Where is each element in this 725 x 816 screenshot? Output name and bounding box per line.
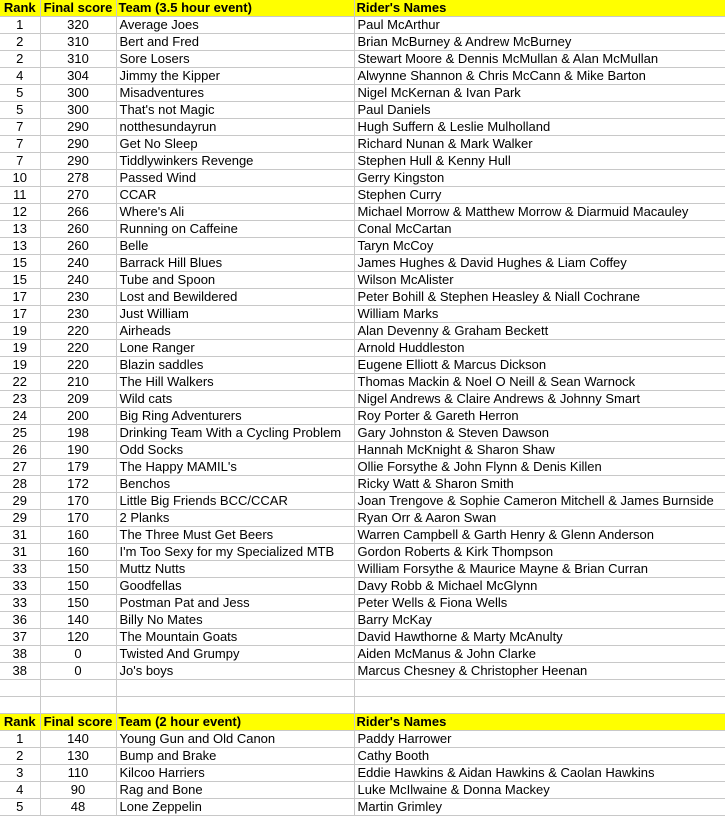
riders-cell[interactable]: Nigel McKernan & Ivan Park (354, 85, 725, 102)
score-cell[interactable]: 0 (40, 646, 116, 663)
score-cell[interactable]: 304 (40, 68, 116, 85)
rank-cell[interactable]: 10 (0, 170, 40, 187)
score-cell[interactable]: 209 (40, 391, 116, 408)
team-cell[interactable]: Big Ring Adventurers (116, 408, 354, 425)
score-cell[interactable]: 172 (40, 476, 116, 493)
table-row (0, 85, 725, 102)
rank-cell[interactable]: 7 (0, 153, 40, 170)
table-row (0, 595, 725, 612)
table-row (0, 34, 725, 51)
rank-cell[interactable]: 5 (0, 85, 40, 102)
riders-cell[interactable]: Gordon Roberts & Kirk Thompson (354, 544, 725, 561)
rank-cell[interactable]: 33 (0, 561, 40, 578)
empty-cell[interactable] (0, 697, 40, 714)
table-row (0, 136, 725, 153)
table-row (0, 663, 725, 680)
team-cell[interactable]: Tube and Spoon (116, 272, 354, 289)
riders-cell[interactable]: Brian McBurney & Andrew McBurney (354, 34, 725, 51)
score-cell[interactable]: 260 (40, 238, 116, 255)
score-cell[interactable]: 310 (40, 51, 116, 68)
score-cell[interactable]: 290 (40, 153, 116, 170)
riders-cell[interactable]: Stephen Curry (354, 187, 725, 204)
header-row-35 (0, 0, 725, 17)
table-row (0, 629, 725, 646)
score-cell[interactable]: 290 (40, 136, 116, 153)
score-cell[interactable]: 140 (40, 731, 116, 748)
riders-cell[interactable]: Warren Campbell & Garth Henry & Glenn Anderson (354, 527, 725, 544)
blank-row (0, 680, 725, 697)
riders-cell[interactable]: Alan Devenny & Graham Beckett (354, 323, 725, 340)
rank-cell[interactable]: 17 (0, 306, 40, 323)
empty-cell[interactable] (116, 680, 354, 697)
riders-cell[interactable]: William Marks (354, 306, 725, 323)
team-cell[interactable]: Lone Zeppelin (116, 799, 354, 816)
table-row (0, 68, 725, 85)
header-team: Team (3.5 hour event) (116, 0, 354, 17)
rank-cell[interactable]: 2 (0, 748, 40, 765)
riders-cell[interactable]: Stephen Hull & Kenny Hull (354, 153, 725, 170)
riders-cell[interactable]: Aiden McManus & John Clarke (354, 646, 725, 663)
riders-cell[interactable]: Roy Porter & Gareth Herron (354, 408, 725, 425)
riders-cell[interactable]: Michael Morrow & Matthew Morrow & Diarmuid Macauley (354, 204, 725, 221)
empty-cell[interactable] (354, 697, 725, 714)
table-row (0, 204, 725, 221)
table-row (0, 646, 725, 663)
score-cell[interactable]: 320 (40, 17, 116, 34)
team-cell[interactable]: Drinking Team With a Cycling Problem (116, 425, 354, 442)
team-cell[interactable]: The Hill Walkers (116, 374, 354, 391)
riders-cell[interactable]: Nigel Andrews & Claire Andrews & Johnny Smart (354, 391, 725, 408)
team-cell[interactable]: Wild cats (116, 391, 354, 408)
score-cell[interactable]: 0 (40, 663, 116, 680)
riders-cell[interactable]: Taryn McCoy (354, 238, 725, 255)
team-cell[interactable]: Goodfellas (116, 578, 354, 595)
table-row (0, 187, 725, 204)
score-cell[interactable]: 240 (40, 272, 116, 289)
riders-cell[interactable]: Peter Wells & Fiona Wells (354, 595, 725, 612)
score-cell[interactable]: 230 (40, 289, 116, 306)
table-row (0, 748, 725, 765)
table-row (0, 255, 725, 272)
riders-cell[interactable]: Davy Robb & Michael McGlynn (354, 578, 725, 595)
rank-cell[interactable]: 33 (0, 578, 40, 595)
riders-cell[interactable]: Ollie Forsythe & John Flynn & Denis Killen (354, 459, 725, 476)
rank-cell[interactable]: 29 (0, 510, 40, 527)
score-cell[interactable]: 120 (40, 629, 116, 646)
rank-cell[interactable]: 17 (0, 289, 40, 306)
table-row (0, 476, 725, 493)
rank-cell[interactable]: 2 (0, 34, 40, 51)
riders-cell[interactable]: Hannah McKnight & Sharon Shaw (354, 442, 725, 459)
table-row (0, 408, 725, 425)
rank-cell[interactable]: 13 (0, 238, 40, 255)
empty-cell[interactable] (40, 680, 116, 697)
score-cell[interactable]: 170 (40, 493, 116, 510)
score-cell[interactable]: 260 (40, 221, 116, 238)
table-row (0, 102, 725, 119)
team-cell[interactable]: Bump and Brake (116, 748, 354, 765)
table-row (0, 612, 725, 629)
team-cell[interactable]: Jimmy the Kipper (116, 68, 354, 85)
score-cell[interactable]: 160 (40, 544, 116, 561)
riders-cell[interactable]: Luke McIlwaine & Donna Mackey (354, 782, 725, 799)
empty-cell[interactable] (354, 680, 725, 697)
team-cell[interactable]: Get No Sleep (116, 136, 354, 153)
riders-cell[interactable]: David Hawthorne & Marty McAnulty (354, 629, 725, 646)
table-row (0, 442, 725, 459)
empty-cell[interactable] (0, 680, 40, 697)
riders-cell[interactable]: Cathy Booth (354, 748, 725, 765)
rank-cell[interactable]: 1 (0, 17, 40, 34)
riders-cell[interactable]: Barry McKay (354, 612, 725, 629)
table-row (0, 578, 725, 595)
riders-cell[interactable]: Arnold Huddleston (354, 340, 725, 357)
header-riders: Rider's Names (354, 714, 725, 731)
score-cell[interactable]: 300 (40, 102, 116, 119)
table-row (0, 561, 725, 578)
header-score: Final score (40, 0, 116, 17)
team-cell[interactable]: Lost and Bewildered (116, 289, 354, 306)
team-cell[interactable]: Running on Caffeine (116, 221, 354, 238)
team-cell[interactable]: The Happy MAMIL's (116, 459, 354, 476)
rank-cell[interactable]: 19 (0, 323, 40, 340)
rank-cell[interactable]: 22 (0, 374, 40, 391)
table-row (0, 544, 725, 561)
rank-cell[interactable]: 36 (0, 612, 40, 629)
team-cell[interactable]: Muttz Nutts (116, 561, 354, 578)
score-cell[interactable]: 170 (40, 510, 116, 527)
score-cell[interactable]: 278 (40, 170, 116, 187)
team-cell[interactable]: notthesundayrun (116, 119, 354, 136)
team-cell[interactable]: Belle (116, 238, 354, 255)
table-row (0, 527, 725, 544)
rank-cell[interactable]: 38 (0, 663, 40, 680)
score-cell[interactable]: 130 (40, 748, 116, 765)
rank-cell[interactable]: 5 (0, 799, 40, 816)
table-row (0, 782, 725, 799)
score-cell[interactable]: 190 (40, 442, 116, 459)
rank-cell[interactable]: 1 (0, 731, 40, 748)
rank-cell[interactable]: 31 (0, 527, 40, 544)
table-row (0, 323, 725, 340)
table-row (0, 357, 725, 374)
rank-cell[interactable]: 37 (0, 629, 40, 646)
team-cell[interactable]: Postman Pat and Jess (116, 595, 354, 612)
rank-cell[interactable]: 4 (0, 782, 40, 799)
team-cell[interactable]: Sore Losers (116, 51, 354, 68)
team-cell[interactable]: Tiddlywinkers Revenge (116, 153, 354, 170)
rank-cell[interactable]: 26 (0, 442, 40, 459)
score-cell[interactable]: 266 (40, 204, 116, 221)
table-row (0, 238, 725, 255)
team-cell[interactable]: Jo's boys (116, 663, 354, 680)
riders-cell[interactable]: Ricky Watt & Sharon Smith (354, 476, 725, 493)
riders-cell[interactable]: Hugh Suffern & Leslie Mulholland (354, 119, 725, 136)
score-cell[interactable]: 140 (40, 612, 116, 629)
empty-cell[interactable] (40, 697, 116, 714)
riders-cell[interactable]: Gerry Kingston (354, 170, 725, 187)
score-cell[interactable]: 198 (40, 425, 116, 442)
header-riders: Rider's Names (354, 0, 725, 17)
table-row (0, 153, 725, 170)
team-cell[interactable]: Rag and Bone (116, 782, 354, 799)
riders-cell[interactable]: Joan Trengove & Sophie Cameron Mitchell & James Burnside (354, 493, 725, 510)
team-cell[interactable]: That's not Magic (116, 102, 354, 119)
riders-cell[interactable]: Thomas Mackin & Noel O Neill & Sean Warnock (354, 374, 725, 391)
team-cell[interactable]: 2 Planks (116, 510, 354, 527)
score-cell[interactable]: 150 (40, 561, 116, 578)
table-row (0, 17, 725, 34)
score-cell[interactable]: 220 (40, 357, 116, 374)
table-row (0, 425, 725, 442)
score-cell[interactable]: 200 (40, 408, 116, 425)
blank-row (0, 697, 725, 714)
riders-cell[interactable]: Paddy Harrower (354, 731, 725, 748)
team-cell[interactable]: I'm Too Sexy for my Specialized MTB (116, 544, 354, 561)
team-cell[interactable]: Misadventures (116, 85, 354, 102)
riders-cell[interactable]: Wilson McAlister (354, 272, 725, 289)
riders-cell[interactable]: William Forsythe & Maurice Mayne & Brian Curran (354, 561, 725, 578)
riders-cell[interactable]: Ryan Orr & Aaron Swan (354, 510, 725, 527)
riders-cell[interactable]: Stewart Moore & Dennis McMullan & Alan McMullan (354, 51, 725, 68)
team-cell[interactable]: Lone Ranger (116, 340, 354, 357)
score-cell[interactable]: 270 (40, 187, 116, 204)
score-cell[interactable]: 90 (40, 782, 116, 799)
team-cell[interactable]: Little Big Friends BCC/CCAR (116, 493, 354, 510)
header-row-2 (0, 714, 725, 731)
rank-cell[interactable]: 11 (0, 187, 40, 204)
table-row (0, 119, 725, 136)
rank-cell[interactable]: 3 (0, 765, 40, 782)
rank-cell[interactable]: 7 (0, 119, 40, 136)
rank-cell[interactable]: 27 (0, 459, 40, 476)
table-row (0, 799, 725, 816)
team-cell[interactable]: CCAR (116, 187, 354, 204)
riders-cell[interactable]: Conal McCartan (354, 221, 725, 238)
table-row (0, 459, 725, 476)
score-cell[interactable]: 220 (40, 340, 116, 357)
rank-cell[interactable]: 2 (0, 51, 40, 68)
score-cell[interactable]: 150 (40, 595, 116, 612)
rank-cell[interactable]: 33 (0, 595, 40, 612)
rank-cell[interactable]: 31 (0, 544, 40, 561)
team-cell[interactable]: Bert and Fred (116, 34, 354, 51)
rank-cell[interactable]: 15 (0, 255, 40, 272)
team-cell[interactable]: Passed Wind (116, 170, 354, 187)
score-cell[interactable]: 150 (40, 578, 116, 595)
header-rank: Rank (0, 714, 40, 731)
score-cell[interactable]: 230 (40, 306, 116, 323)
table-row (0, 272, 725, 289)
team-cell[interactable]: Kilcoo Harriers (116, 765, 354, 782)
table-row (0, 510, 725, 527)
riders-cell[interactable]: Marcus Chesney & Christopher Heenan (354, 663, 725, 680)
team-cell[interactable]: Blazin saddles (116, 357, 354, 374)
table-row (0, 391, 725, 408)
team-cell[interactable]: Billy No Mates (116, 612, 354, 629)
team-cell[interactable]: Twisted And Grumpy (116, 646, 354, 663)
rank-cell[interactable]: 29 (0, 493, 40, 510)
team-cell[interactable]: Just William (116, 306, 354, 323)
rank-cell[interactable]: 13 (0, 221, 40, 238)
score-cell[interactable]: 220 (40, 323, 116, 340)
riders-cell[interactable]: Peter Bohill & Stephen Heasley & Niall Cochrane (354, 289, 725, 306)
score-cell[interactable]: 160 (40, 527, 116, 544)
team-cell[interactable]: Young Gun and Old Canon (116, 731, 354, 748)
team-cell[interactable]: The Three Must Get Beers (116, 527, 354, 544)
score-cell[interactable]: 240 (40, 255, 116, 272)
team-cell[interactable]: Where's Ali (116, 204, 354, 221)
team-cell[interactable]: Benchos (116, 476, 354, 493)
score-cell[interactable]: 310 (40, 34, 116, 51)
riders-cell[interactable]: Martin Grimley (354, 799, 725, 816)
rank-cell[interactable]: 24 (0, 408, 40, 425)
score-cell[interactable]: 210 (40, 374, 116, 391)
header-rank: Rank (0, 0, 40, 17)
rank-cell[interactable]: 7 (0, 136, 40, 153)
team-cell[interactable]: Barrack Hill Blues (116, 255, 354, 272)
table-row (0, 765, 725, 782)
team-cell[interactable]: Airheads (116, 323, 354, 340)
score-cell[interactable]: 179 (40, 459, 116, 476)
riders-cell[interactable]: Richard Nunan & Mark Walker (354, 136, 725, 153)
table-row (0, 340, 725, 357)
riders-cell[interactable]: Eddie Hawkins & Aidan Hawkins & Caolan Hawkins (354, 765, 725, 782)
rank-cell[interactable]: 5 (0, 102, 40, 119)
rank-cell[interactable]: 4 (0, 68, 40, 85)
team-cell[interactable]: Odd Socks (116, 442, 354, 459)
riders-cell[interactable]: Gary Johnston & Steven Dawson (354, 425, 725, 442)
score-cell[interactable]: 110 (40, 765, 116, 782)
team-cell[interactable]: The Mountain Goats (116, 629, 354, 646)
riders-cell[interactable]: Paul McArthur (354, 17, 725, 34)
rank-cell[interactable]: 15 (0, 272, 40, 289)
rank-cell[interactable]: 12 (0, 204, 40, 221)
riders-cell[interactable]: Paul Daniels (354, 102, 725, 119)
riders-cell[interactable]: Alwynne Shannon & Chris McCann & Mike Barton (354, 68, 725, 85)
table-row (0, 51, 725, 68)
table-row (0, 374, 725, 391)
score-cell[interactable]: 48 (40, 799, 116, 816)
table-row (0, 493, 725, 510)
table-row (0, 221, 725, 238)
rank-cell[interactable]: 23 (0, 391, 40, 408)
rank-cell[interactable]: 19 (0, 357, 40, 374)
team-cell[interactable]: Average Joes (116, 17, 354, 34)
rank-cell[interactable]: 19 (0, 340, 40, 357)
empty-cell[interactable] (116, 697, 354, 714)
score-cell[interactable]: 290 (40, 119, 116, 136)
riders-cell[interactable]: James Hughes & David Hughes & Liam Coffey (354, 255, 725, 272)
riders-cell[interactable]: Eugene Elliott & Marcus Dickson (354, 357, 725, 374)
score-cell[interactable]: 300 (40, 85, 116, 102)
header-team: Team (2 hour event) (116, 714, 354, 731)
header-score: Final score (40, 714, 116, 731)
rank-cell[interactable]: 25 (0, 425, 40, 442)
table-row (0, 170, 725, 187)
table-row (0, 289, 725, 306)
rank-cell[interactable]: 28 (0, 476, 40, 493)
table-row (0, 731, 725, 748)
rank-cell[interactable]: 38 (0, 646, 40, 663)
table-row (0, 306, 725, 323)
